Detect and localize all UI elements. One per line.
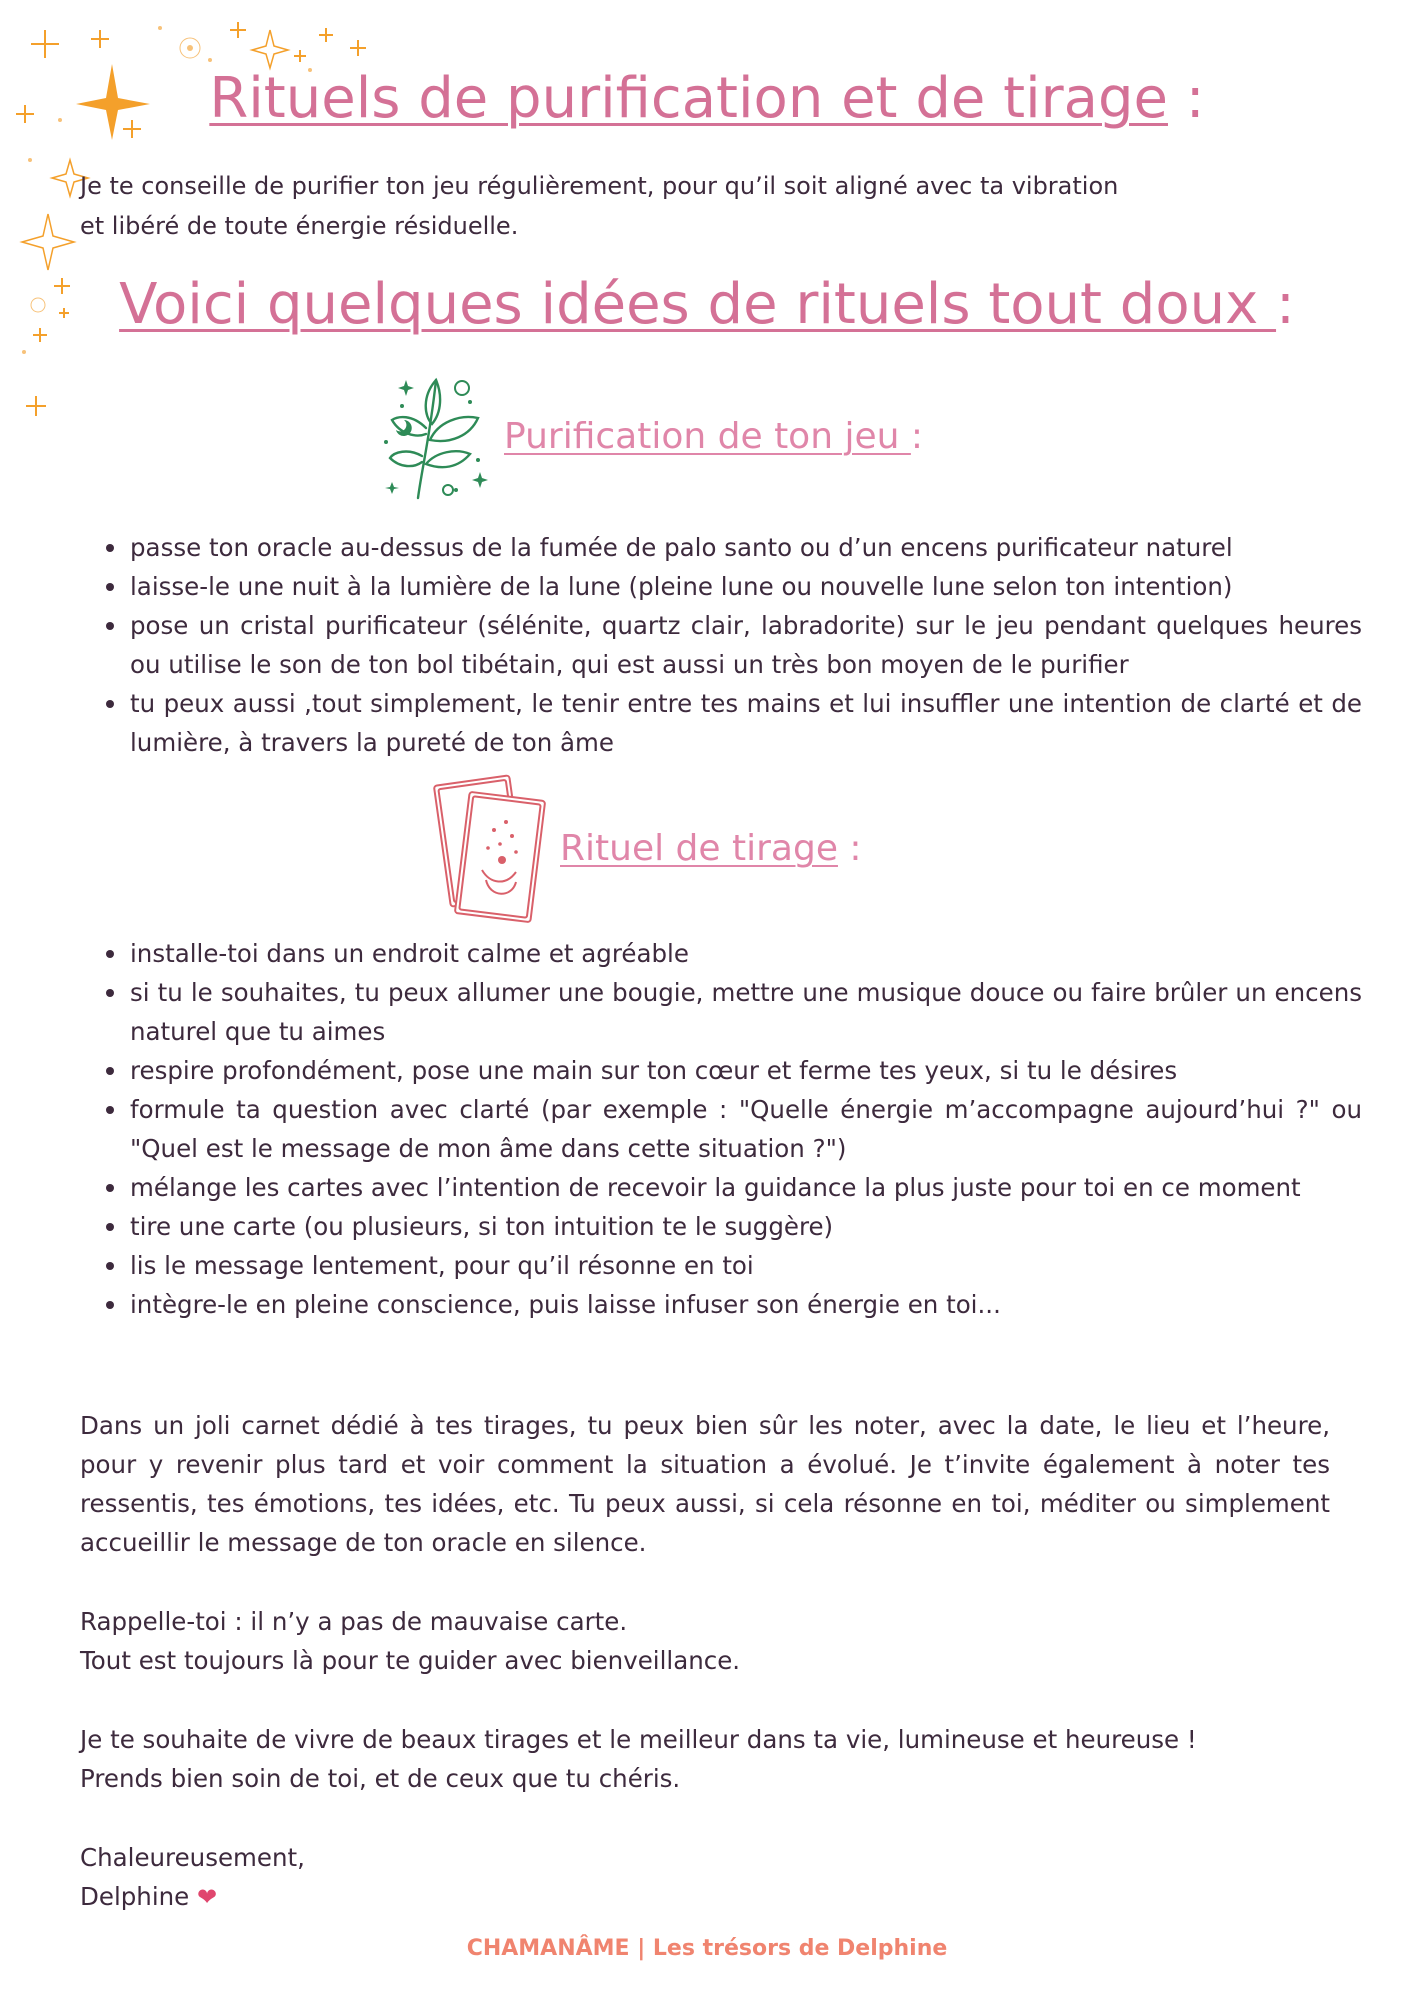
tirage-heading: [560, 828, 862, 869]
wishes-line: Prends bien soin de toi, et de ceux que tu chéris.: [80, 1764, 681, 1793]
signature-name: Delphine: [80, 1882, 190, 1911]
section-title: [0, 272, 1414, 337]
purification-list: [98, 528, 1362, 762]
intro-paragraph: [80, 166, 1330, 246]
reminder-line: Tout est toujours là pour te guider avec bienveillance.: [80, 1646, 741, 1675]
herb-leaf-icon: [378, 372, 490, 500]
reminder-line: Rappelle-toi : il n’y a pas de mauvaise carte.: [80, 1607, 628, 1636]
purification-heading-colon: :: [910, 416, 924, 457]
list-item: si tu le souhaites, tu peux allumer une bougie, mettre une musique douce ou faire brûler un encens naturel que tu aimes: [130, 973, 1362, 1051]
list-item: laisse-le une nuit à la lumière de la lune (pleine lune ou nouvelle lune selon ton intention): [130, 567, 1362, 606]
tirage-list: [98, 934, 1362, 1324]
list-item: installe-toi dans un endroit calme et agréable: [130, 934, 1362, 973]
heart-icon: ❤: [197, 1883, 218, 1911]
intro-line: et libéré de toute énergie résiduelle.: [80, 212, 519, 240]
list-item: respire profondément, pose une main sur ton cœur et ferme tes yeux, si tu le désires: [130, 1051, 1362, 1090]
purification-heading: [504, 416, 923, 457]
page-title-colon: :: [1167, 66, 1205, 131]
list-item: intègre-le en pleine conscience, puis laisse infuser son énergie en toi...: [130, 1285, 1362, 1324]
reminder-paragraph: [80, 1602, 1330, 1680]
list-item: pose un cristal purificateur (sélénite, quartz clair, labradorite) sur le jeu pendant quelques heures ou utilise le son de ton bol tibétain, qui est aussi un très bon moyen de le purifier: [130, 606, 1362, 684]
list-item: passe ton oracle au-dessus de la fumée de palo santo ou d’un encens purificateur naturel: [130, 528, 1362, 567]
wishes-paragraph: [80, 1720, 1330, 1798]
section-title-text: Voici quelques idées de rituels tout doux: [119, 272, 1277, 337]
tirage-heading-text: Rituel de tirage: [560, 828, 838, 869]
section-title-colon: :: [1276, 272, 1295, 337]
page-title: [0, 66, 1414, 131]
signature-line: [80, 1877, 1330, 1917]
footer-brand: CHAMANÂME | Les trésors de Delphine: [466, 1936, 948, 1961]
carnet-paragraph: Dans un joli carnet dédié à tes tirages, tu peux bien sûr les noter, avec la date, le lieu et l’heure, pour y revenir plus tard et voir comment la situation a évolué. Je t’invite également à noter tes ressentis, tes émotions, tes idées, etc. Tu peux aussi, si cela résonne en toi, méditer ou simplement accueillir le message de ton oracle en silence.: [80, 1411, 1330, 1557]
signoff: [80, 1838, 1330, 1917]
list-item: mélange les cartes avec l’intention de recevoir la guidance la plus juste pour toi en ce moment: [130, 1168, 1362, 1207]
wishes-line: Je te souhaite de vivre de beaux tirages et le meilleur dans ta vie, lumineuse et heureuse !: [80, 1725, 1197, 1754]
purification-heading-text: Purification de ton jeu: [504, 416, 911, 457]
closing-text: Chaleureusement,: [80, 1843, 305, 1872]
list-item: tire une carte (ou plusieurs, si ton intuition te le suggère): [130, 1207, 1362, 1246]
list-item: formule ta question avec clarté (par exemple : "Quelle énergie m’accompagne aujourd’hui ?" ou "Quel est le message de mon âme dans cette situation ?"): [130, 1090, 1362, 1168]
page-title-text: Rituels de purification et de tirage: [209, 66, 1168, 131]
list-item: tu peux aussi ,tout simplement, le tenir entre tes mains et lui insuffler une intention de clarté et de lumière, à travers la pureté de ton âme: [130, 684, 1362, 762]
tarot-cards-icon: [420, 774, 560, 926]
list-item: lis le message lentement, pour qu’il résonne en toi: [130, 1246, 1362, 1285]
tirage-heading-colon: :: [837, 828, 862, 869]
intro-line: Je te conseille de purifier ton jeu régulièrement, pour qu’il soit aligné avec ta vibration: [80, 172, 1119, 200]
